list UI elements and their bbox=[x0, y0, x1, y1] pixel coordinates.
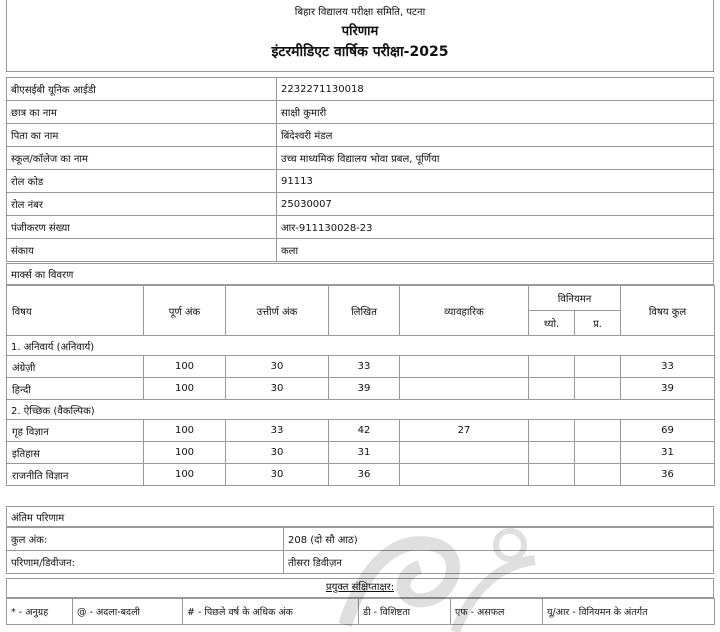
reg-practical bbox=[575, 356, 621, 378]
marks-header-row bbox=[7, 286, 715, 311]
pass-marks: 30 bbox=[226, 356, 329, 378]
info-label: संकाय bbox=[7, 239, 277, 262]
full-marks: 100 bbox=[144, 442, 226, 464]
theory-marks: 42 bbox=[329, 420, 400, 442]
final-value: तीसरा डिवीज़न bbox=[284, 551, 714, 574]
info-label: पंजीकरण संख्या bbox=[7, 216, 277, 239]
table-row bbox=[7, 464, 715, 486]
subject-name: गृह विज्ञान bbox=[7, 420, 144, 442]
info-label: स्कूल/कॉलेज का नाम bbox=[7, 147, 277, 170]
abbr-regulation: यू/आर - विनियमन के अंतर्गत bbox=[543, 599, 715, 625]
theory-marks: 31 bbox=[329, 442, 400, 464]
group-title: 2. ऐच्छिक (वैकल्पिक) bbox=[7, 400, 715, 420]
info-value: बिंदेश्वरी मंडल bbox=[277, 124, 714, 147]
table-row bbox=[7, 442, 715, 464]
final-section-title: अंतिम परिणाम bbox=[6, 506, 714, 527]
reg-practical bbox=[575, 378, 621, 400]
col-theory: लिखित bbox=[329, 286, 400, 336]
exam-name: इंटरमीडिएट वार्षिक परीक्षा-2025 bbox=[271, 44, 449, 60]
full-marks: 100 bbox=[144, 356, 226, 378]
info-row bbox=[7, 239, 714, 262]
col-reg-theory: थ्यो. bbox=[529, 311, 575, 336]
full-marks: 100 bbox=[144, 420, 226, 442]
abbreviations-row bbox=[7, 599, 715, 625]
reg-practical bbox=[575, 420, 621, 442]
marks-table bbox=[6, 285, 715, 486]
final-value: 208 (दो सौ आठ) bbox=[284, 528, 714, 551]
info-label: रोल कोड bbox=[7, 170, 277, 193]
group-row bbox=[7, 336, 715, 356]
theory-marks: 36 bbox=[329, 464, 400, 486]
board-name: बिहार विद्यालय परीक्षा समिति, पटना bbox=[294, 7, 426, 18]
info-value: 25030007 bbox=[277, 193, 714, 216]
col-practical: व्यावहारिक bbox=[400, 286, 529, 336]
theory-marks: 39 bbox=[329, 378, 400, 400]
info-row bbox=[7, 193, 714, 216]
final-row bbox=[7, 528, 714, 551]
info-value: साक्षी कुमारी bbox=[277, 101, 714, 124]
subject-name: अंग्रेज़ी bbox=[7, 356, 144, 378]
subject-total: 33 bbox=[621, 356, 715, 378]
final-label: कुल अंक: bbox=[7, 528, 284, 551]
reg-theory bbox=[529, 356, 575, 378]
subject-total: 69 bbox=[621, 420, 715, 442]
abbr-grace: * - अनुग्रह bbox=[7, 599, 73, 625]
info-row bbox=[7, 78, 714, 101]
col-regulation: विनियमन bbox=[529, 286, 621, 311]
info-row bbox=[7, 170, 714, 193]
subject-name: राजनीति विज्ञान bbox=[7, 464, 144, 486]
info-value: उच्च माध्यमिक विद्यालय भोवा प्रबल, पूर्णिया bbox=[277, 147, 714, 170]
abbreviations-table bbox=[6, 598, 715, 625]
subject-name: इतिहास bbox=[7, 442, 144, 464]
reg-theory bbox=[529, 464, 575, 486]
reg-practical bbox=[575, 442, 621, 464]
final-row bbox=[7, 551, 714, 574]
info-value: आर-911130028-23 bbox=[277, 216, 714, 239]
result-title: परिणाम bbox=[341, 24, 379, 39]
info-label: रोल नंबर bbox=[7, 193, 277, 216]
practical-marks bbox=[400, 378, 529, 400]
marks-section-title: मार्क्स का विवरण bbox=[6, 263, 714, 285]
pass-marks: 33 bbox=[226, 420, 329, 442]
reg-theory bbox=[529, 442, 575, 464]
practical-marks bbox=[400, 442, 529, 464]
table-row bbox=[7, 356, 715, 378]
abbr-distinction: डी - विशिष्टता bbox=[359, 599, 451, 625]
abbr-previous-year: # - पिछले वर्ष के अधिक अंक bbox=[183, 599, 359, 625]
reg-theory bbox=[529, 420, 575, 442]
table-row bbox=[7, 378, 715, 400]
practical-marks: 27 bbox=[400, 420, 529, 442]
final-label: परिणाम/डिवीजन: bbox=[7, 551, 284, 574]
col-pass-marks: उत्तीर्ण अंक bbox=[226, 286, 329, 336]
col-subject-total: विषय कुल bbox=[621, 286, 715, 336]
info-row bbox=[7, 147, 714, 170]
subject-name: हिन्दी bbox=[7, 378, 144, 400]
info-label: पिता का नाम bbox=[7, 124, 277, 147]
info-row bbox=[7, 101, 714, 124]
info-value: 91113 bbox=[277, 170, 714, 193]
info-label: बीएसईबी यूनिक आईडी bbox=[7, 78, 277, 101]
abbr-fail: एफ - असफल bbox=[451, 599, 543, 625]
table-row bbox=[7, 420, 715, 442]
pass-marks: 30 bbox=[226, 464, 329, 486]
info-row bbox=[7, 216, 714, 239]
final-result-table bbox=[6, 527, 714, 574]
info-label: छात्र का नाम bbox=[7, 101, 277, 124]
col-full-marks: पूर्ण अंक bbox=[144, 286, 226, 336]
full-marks: 100 bbox=[144, 464, 226, 486]
practical-marks bbox=[400, 464, 529, 486]
pass-marks: 30 bbox=[226, 442, 329, 464]
col-subject: विषय bbox=[7, 286, 144, 336]
practical-marks bbox=[400, 356, 529, 378]
abbreviations-title: प्रयुक्त संक्षिप्ताक्षर: bbox=[6, 578, 714, 598]
reg-practical bbox=[575, 464, 621, 486]
info-value: कला bbox=[277, 239, 714, 262]
theory-marks: 33 bbox=[329, 356, 400, 378]
subject-total: 36 bbox=[621, 464, 715, 486]
abbr-exchange: @ - अदला-बदली bbox=[73, 599, 183, 625]
info-value: 2232271130018 bbox=[277, 78, 714, 101]
result-header bbox=[6, 0, 714, 72]
subject-total: 31 bbox=[621, 442, 715, 464]
reg-theory bbox=[529, 378, 575, 400]
group-title: 1. अनिवार्य (अनिवार्य) bbox=[7, 336, 715, 356]
col-reg-practical: प्र. bbox=[575, 311, 621, 336]
subject-total: 39 bbox=[621, 378, 715, 400]
student-info-table bbox=[6, 77, 714, 262]
full-marks: 100 bbox=[144, 378, 226, 400]
group-row bbox=[7, 400, 715, 420]
info-row bbox=[7, 124, 714, 147]
pass-marks: 30 bbox=[226, 378, 329, 400]
